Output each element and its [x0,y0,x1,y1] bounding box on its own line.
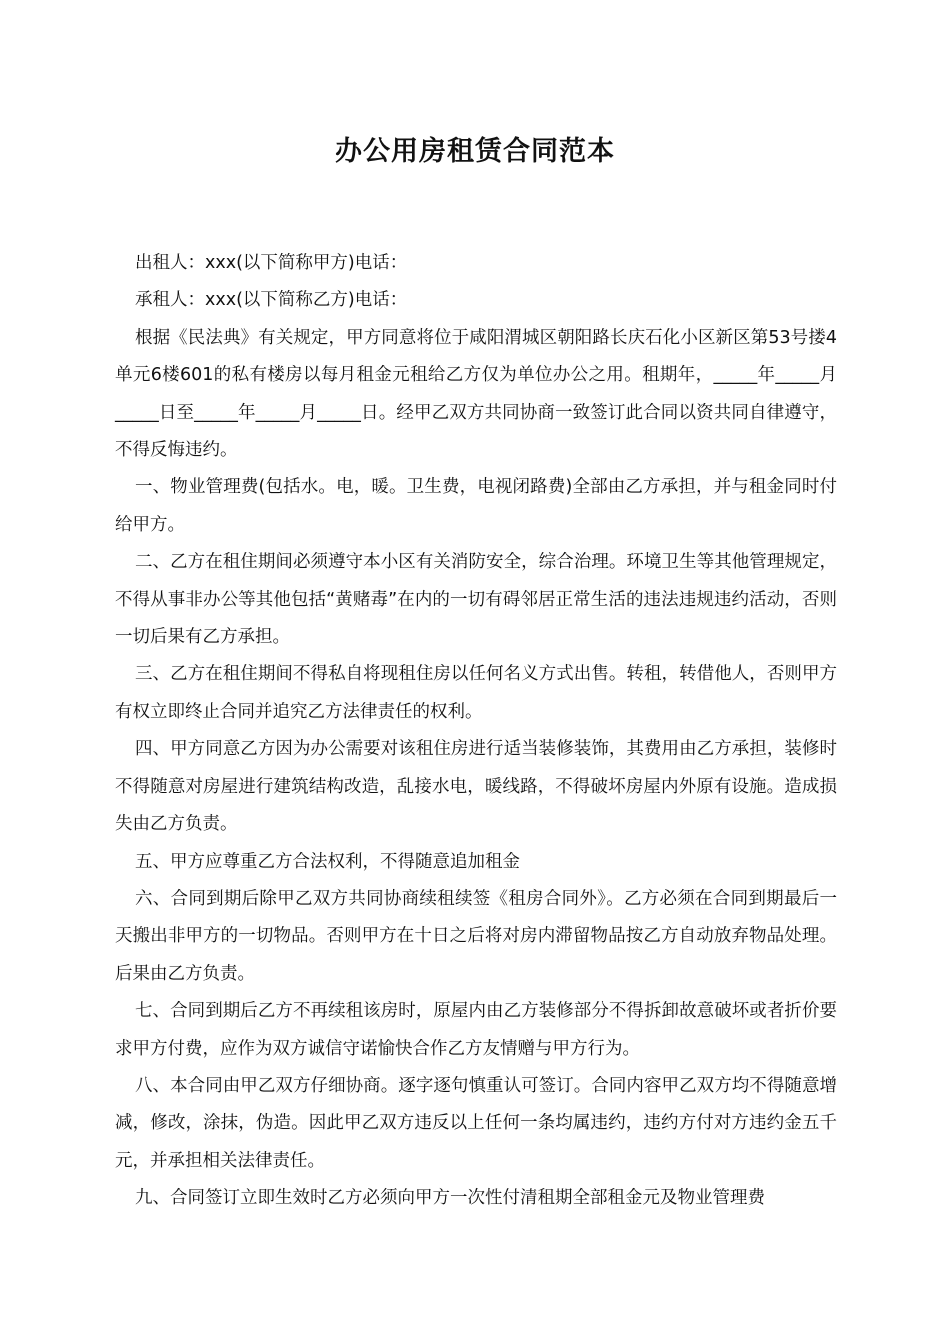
lessee-line: 承租人：xxx(以下简称乙方)电话： [135,290,408,311]
lessor-line: 出租人：xxx(以下简称甲方)电话： [135,253,408,273]
document-title: 办公用房租赁合同范本 [335,136,615,167]
clause-6: 六、合同到期后除甲乙双方共同协商续租续签《租房合同外》。乙方必须在合同到期最后一天搬出非甲方的一切物品。否则甲方在十日之后将对房内滞留物品按乙方自动放弃物品处理。后果由乙方负责。 [115,888,837,984]
preamble-paragraph: 根据《民法典》有关规定，甲方同意将位于咸阳渭城区朝阳路长庆石化小区新区第53号搂4单元6楼601的私有楼房以每月租金元租给乙方仅为单位办公之用。租期年，_____年_____月_____日至_____年_____月_____日。经甲乙双方共同协商一致签订此合同以资共同自律遵守，不得反悔违约。 [115,327,837,461]
document-body [115,245,837,1218]
clause-1: 一、物业管理费(包括水。电，暖。卫生费，电视闭路费)全部由乙方承担，并与租金同时付给甲方。 [115,477,837,535]
clause-8: 八、本合同由甲乙双方仔细协商。逐字逐句慎重认可签订。合同内容甲乙双方均不得随意增减，修改，涂抹，伪造。因此甲乙双方违反以上任何一条均属违约，违约方付对方违约金五千元，并承担相关法律责任。 [115,1075,837,1171]
clause-5: 五、甲方应尊重乙方合法权利，不得随意追加租金 [135,851,520,872]
clause-7: 七、合同到期后乙方不再续租该房时，原屋内由乙方装修部分不得拆卸故意破坏或者折价要求甲方付费，应作为双方诚信守诺愉快合作乙方友情赠与甲方行为。 [115,1001,837,1059]
clause-2: 二、乙方在租住期间必须遵守本小区有关消防安全，综合治理。环境卫生等其他管理规定，不得从事非办公等其他包括“黄赌毒”在内的一切有碍邻居正常生活的违法违规违约活动，否则一切后果有乙方承担。 [115,552,837,648]
clause-4: 四、甲方同意乙方因为办公需要对该租住房进行适当装修装饰，其费用由乙方承担，装修时不得随意对房屋进行建筑结构改造，乱接水电，暖线路，不得破坏房屋内外原有设施。造成损失由乙方负责。 [115,739,837,835]
clause-3: 三、乙方在租住期间不得私自将现租住房以任何名义方式出售。转租，转借他人，否则甲方有权立即终止合同并追究乙方法律责任的权利。 [115,664,837,722]
clause-9: 九、合同签订立即生效时乙方必须向甲方一次性付清租期全部租金元及物业管理费 [135,1188,765,1209]
